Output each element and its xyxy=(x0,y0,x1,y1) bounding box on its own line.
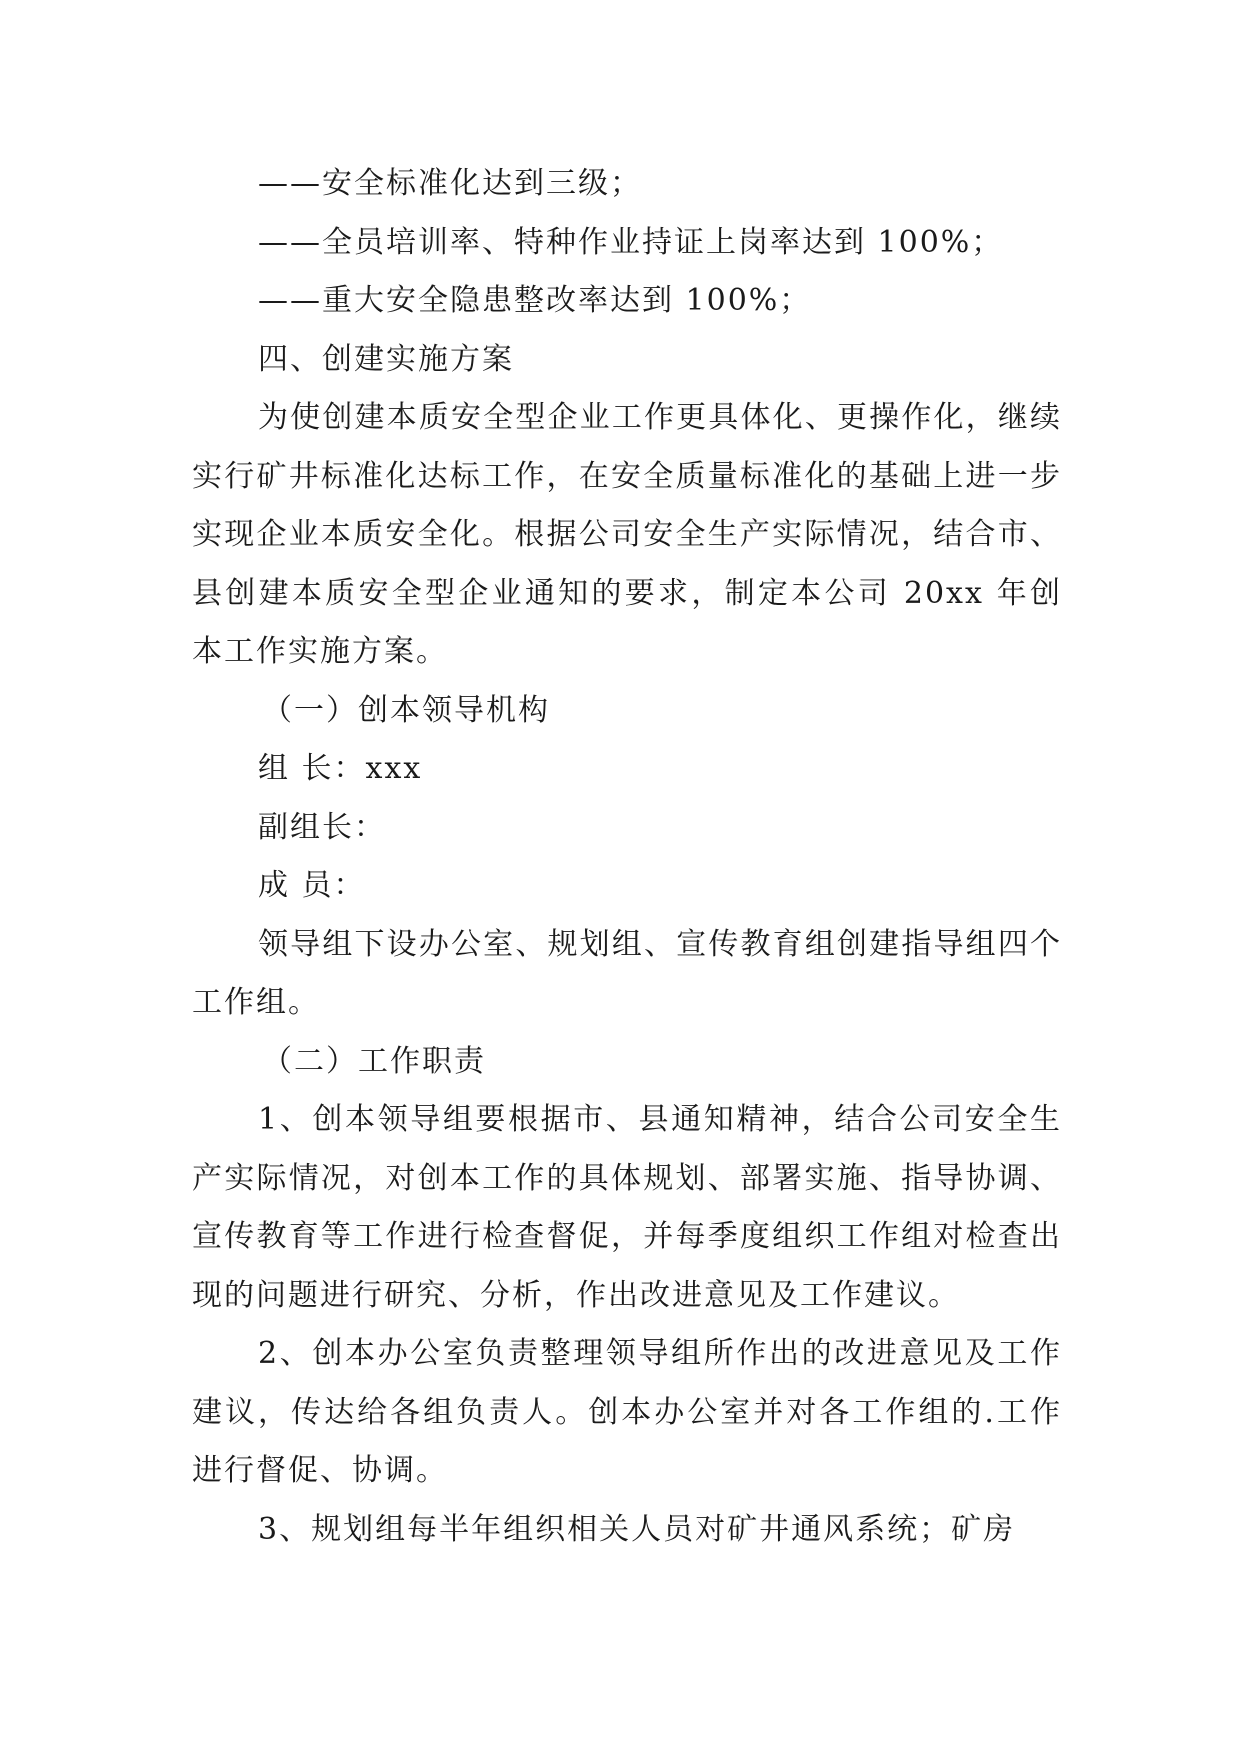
target-line-3: ——重大安全隐患整改率达到 100%； xyxy=(258,283,812,318)
leader-line: 组 长：xxx xyxy=(258,751,423,786)
intro-paragraph: 为使创建本质安全型企业工作更具体化、更操作化，继续实行矿井标准化达标工作，在安全质量标准化的基础上进一步实现企业本质安全化。根据公司安全生产实际情况，结合市、县创建本质安全型企业通知的要求，制定本公司 20xx 年创本工作实施方案。 xyxy=(192,400,1062,669)
members-line: 成 员： xyxy=(258,868,366,903)
target-line-2: ——全员培训率、特种作业持证上岗率达到 100%； xyxy=(258,224,1004,260)
duty-paragraph-3: 3、规划组每半年组织相关人员对矿井通风系统；矿房 xyxy=(258,1511,1016,1547)
sub-heading-duties: （二）工作职责 xyxy=(262,1043,486,1079)
section-heading: 四、创建实施方案 xyxy=(258,341,514,377)
sub-heading-leadership: （一）创本领导机构 xyxy=(262,692,550,728)
duty-paragraph-1: 1、创本领导组要根据市、县通知精神，结合公司安全生产实际情况，对创本工作的具体规划、部署实施、指导协调、宣传教育等工作进行检查督促，并每季度组织工作组对检查出现的问题进行研究、分析，作出改进意见及工作建议。 xyxy=(192,1102,1062,1313)
target-line-1: ——安全标准化达到三级； xyxy=(258,166,642,201)
document-page xyxy=(192,155,1062,1559)
deputy-leader-line: 副组长： xyxy=(258,809,386,845)
groups-paragraph: 领导组下设办公室、规划组、宣传教育组创建指导组四个工作组。 xyxy=(192,926,1062,1020)
duty-paragraph-2: 2、创本办公室负责整理领导组所作出的改进意见及工作建议，传达给各组负责人。创本办公室并对各工作组的.工作进行督促、协调。 xyxy=(192,1336,1062,1488)
